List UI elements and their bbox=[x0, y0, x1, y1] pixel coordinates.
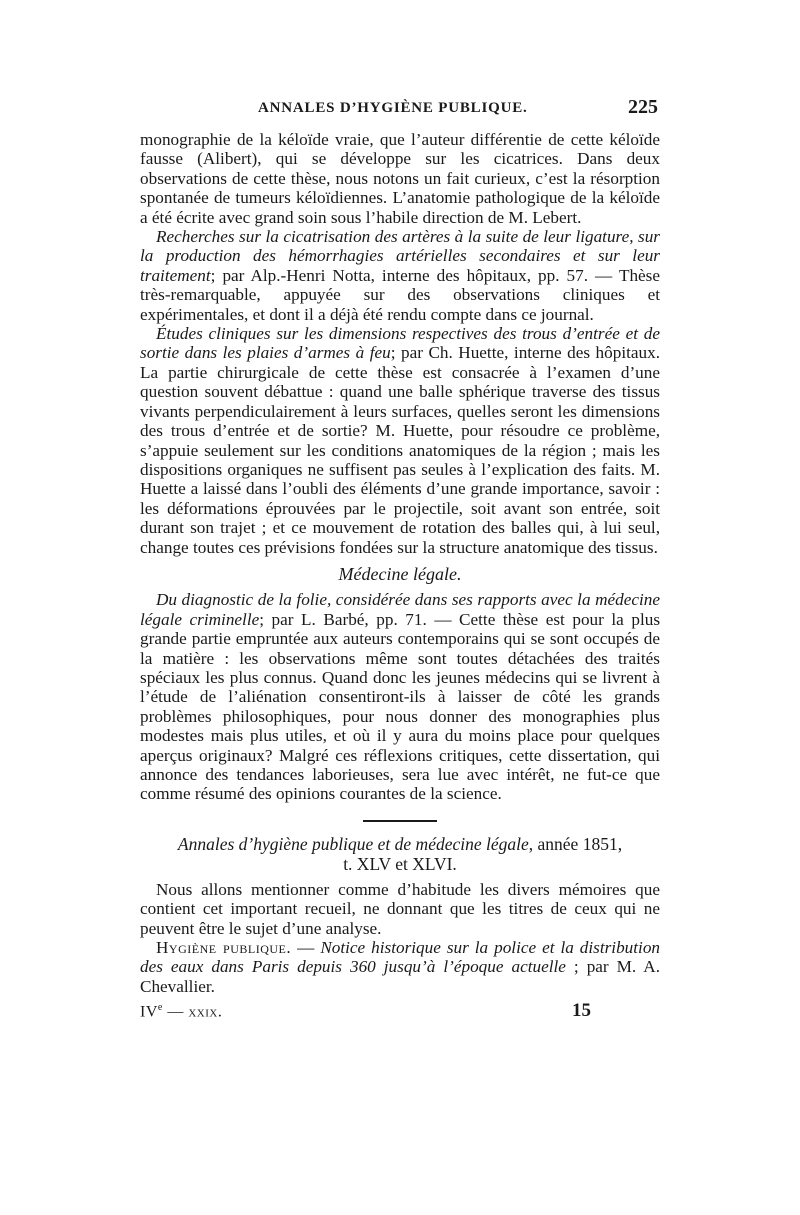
signature-line bbox=[140, 1002, 222, 1021]
paragraph-folie bbox=[140, 590, 660, 803]
paragraph-hygiene bbox=[140, 938, 660, 996]
annales-subtitle bbox=[140, 834, 660, 874]
page bbox=[140, 96, 661, 1028]
page-number: 225 bbox=[628, 96, 658, 118]
hygiene-label: Hygiène publique. bbox=[156, 938, 292, 958]
signature-sup: e bbox=[157, 1002, 163, 1014]
section-rule bbox=[363, 820, 437, 822]
hygiene-separator: — bbox=[291, 938, 321, 958]
annales-subtitle-line1 bbox=[140, 834, 660, 854]
running-head bbox=[140, 96, 660, 130]
thesis-title-folie: Du diagnostic de la folie, considérée dans ses rapports avec la médecine légale criminelle bbox=[140, 590, 660, 629]
paragraph-keloid-text: monographie de la kéloïde vraie, que l’auteur différentie de cette kéloïde fausse (Alibert), qui se développe sur les cicatrices. Dans deux observations de cette thèse, nous notons un fait curieux, c’est la résorption spontanée de tumeurs kéloïdiennes. L’anatomie pathologique de la kéloïde a été écrite avec grand soin sous l’habile direction de M. Lebert. bbox=[140, 130, 660, 227]
paragraph-intro-memoires-text: Nous allons mentionner comme d’habitude les divers mémoires que contient cet important recueil, ne donnant que les titres de ceux qui ne peuvent être le sujet d’une analyse. bbox=[140, 879, 660, 938]
thesis-notes-folie: ; par L. Barbé, pp. 71. — Cette thèse est pour la plus grande partie empruntée aux auteurs contemporains qui se sont occupés de la matière : les observations même sont toutes détachées des traités spéciaux les plus connus. Quand donc les jeunes médecins qui se livrent à l’étude de l’aliénation consentiront-ils à laisser de côté les grands problèmes philosophiques, pour nous donner des monographies plus modestes mais plus utiles, et où il y aura du moins place pour quelques aperçus originaux? Malgré ces réflexions critiques, cette dissertation, qui annonce des tendances laborieuses, sera lue avec intérêt, ne fut-ce que comme résumé des opinions courantes de la science. bbox=[140, 609, 661, 804]
thesis-title-gunshot: Études cliniques sur les dimensions respectives des trous d’entrée et de sortie dans les plaies d’armes à feu bbox=[140, 324, 660, 363]
annales-subtitle-year: , année 1851, bbox=[528, 833, 623, 854]
thesis-notes-gunshot: ; par Ch. Huette, interne des hôpitaux. La partie chirurgicale de cette thèse est consacrée à l’examen d’une question souvent débattue : quand une balle sphérique traverse des tissus vivants perpendiculairement à leurs surfaces, quelles seront les dimensions des trous d’entrée et de sortie? M. Huette, pour résoudre ce problème, s’appuie seulement sur les conditions anatomiques de la région ; mais les dispositions organiques ne suffisent pas seules à l’explication des faits. M. Huette a laissé dans l’oubli des éléments d’une grande importance, savoir : les déformations éprouvées par le projectile, soit avant son entrée, soit durant son trajet ; et ce mouvement de rotation des balles qui, à lui seul, change toutes ces prévisions fondées sur la structure anatomique des tissus. bbox=[140, 343, 660, 557]
signature-prefix: IV bbox=[140, 1003, 158, 1021]
notice-author: ; par M. A. Chevallier. bbox=[140, 957, 661, 996]
running-title: ANNALES D’HYGIÈNE PUBLIQUE. bbox=[258, 100, 528, 116]
paragraph-cicatrisation bbox=[140, 227, 660, 324]
notice-title: Notice historique sur la police et la distribution des eaux dans Paris depuis 360 jusqu’à l’époque actuelle bbox=[140, 938, 661, 977]
signature-mark: 15 bbox=[572, 1000, 591, 1022]
paragraph-keloid bbox=[140, 130, 660, 227]
thesis-title-cicatrisation: Recherches sur la cicatrisation des artères à la suite de leur ligature, sur la production des hémorrhagies artérielles secondaires et sur leur traitement bbox=[140, 227, 660, 285]
annales-subtitle-volumes: t. XLV et XLVI. bbox=[343, 853, 457, 874]
thesis-notes-cicatrisation: ; par Alp.-Henri Notta, interne des hôpitaux, pp. 57. — Thèse très-remarquable, appuyée sur des observations cliniques et expérimentales, et dont il a déjà été rendu compte dans ce journal. bbox=[140, 265, 660, 324]
paragraph-gunshot bbox=[140, 324, 660, 557]
footer bbox=[140, 998, 660, 1028]
annales-subtitle-title: Annales d’hygiène publique et de médecine légale bbox=[177, 833, 529, 854]
signature-suffix: — xxix. bbox=[162, 1003, 223, 1021]
paragraph-intro-memoires bbox=[140, 880, 660, 938]
body-text bbox=[140, 130, 660, 996]
section-heading: Médecine légale. bbox=[338, 563, 462, 584]
